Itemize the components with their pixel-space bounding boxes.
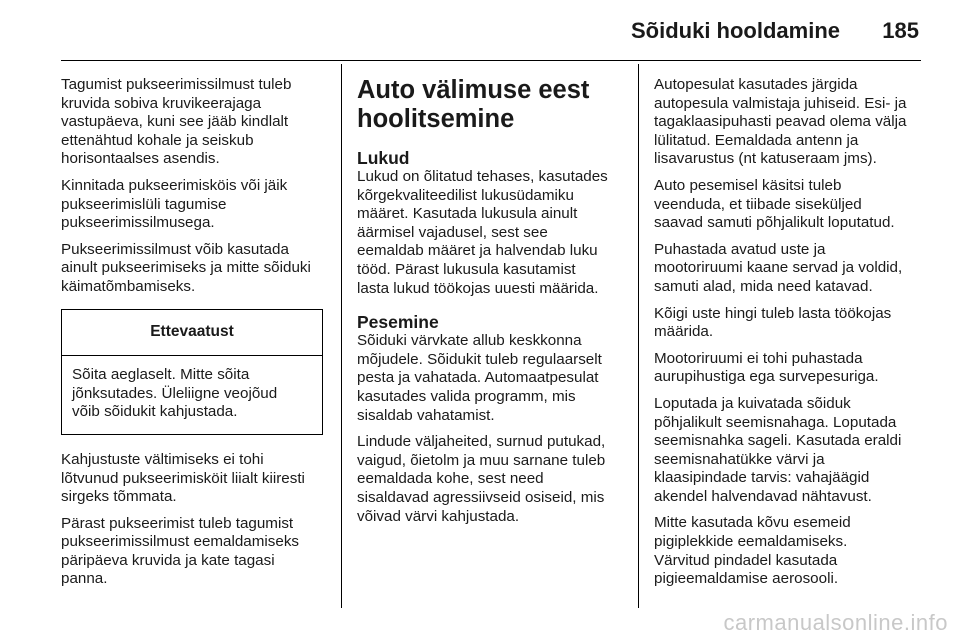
page-title: Sõiduki hooldamine bbox=[630, 18, 840, 43]
paragraph: Mitte kasutada kõvu esemeid pigiplekkide eemaldamiseks. Värvitud pindadel kasutada pigieemaldamise aerosooli. bbox=[654, 514, 851, 588]
paragraph: Kahjustuste vältimiseks ei tohi lõtvunud pukseerimisköit liialt kiiresti sirgeks tõmmata. bbox=[61, 450, 305, 506]
page-number: 185 bbox=[882, 18, 919, 43]
caution-box bbox=[61, 309, 323, 435]
column-1 bbox=[61, 76, 333, 597]
page-header bbox=[0, 0, 960, 60]
caution-body: Sõita aeglaselt. Mitte sõita jõnksutades. Üleliigne veojõud võib sõidukit kahjustada. bbox=[72, 366, 278, 421]
paragraph: Kõigi uste hingi tuleb lasta töökojas määrida. bbox=[654, 304, 892, 341]
subsection-title-pesemine: Pesemine bbox=[357, 312, 439, 333]
caution-title: Ettevaatust bbox=[62, 310, 322, 357]
subsection-title-lukud: Lukud bbox=[357, 148, 410, 168]
paragraph: Auto pesemisel käsitsi tuleb veenduda, et tiibade siseküljed saavad samuti põhjalikult loputatud. bbox=[654, 176, 895, 232]
header-divider bbox=[61, 60, 921, 61]
paragraph: Sõiduki värvkate allub keskkonna mõjudele. Sõidukit tuleb regulaarselt pesta ja vahatada. Automaatpesulat kasutades valida programm, mis sisaldab vahatamist. bbox=[357, 332, 602, 424]
paragraph: Mootoriruumi ei tohi puhastada aurupihustiga ega survepesuriga. bbox=[654, 349, 879, 386]
paragraph: Tagumist pukseerimissilmust tuleb kruvida sobiva kruvikeerajaga vastupäeva, kuni see jääb kindlalt ettenähtud kohale ja seiskub horisontaalses asendis. bbox=[61, 76, 292, 168]
section-heading: Auto välimuse eest hoolitsemine bbox=[357, 76, 590, 133]
paragraph: Autopesulat kasutades järgida autopesula valmistaja juhiseid. Esi- ja tagaklaasipuhasti peavad olema välja lülitatud. Eemaldada antenn ja lisavarustus (nt katuseraam jms). bbox=[654, 76, 907, 168]
paragraph: Lindude väljaheited, surnud putukad, vaigud, õietolm ja muu sarnane tuleb eemaldada kohe, sest need sisaldavad agressiivseid osiseid, mis võivad värvi kahjustada. bbox=[357, 433, 606, 525]
paragraph: Loputada ja kuivatada sõiduk põhjalikult seemisnahaga. Loputada seemisnahka sageli. Kasutada eraldi seemisnahatükke värvi ja klaasipindade tarvis: vahajäägid akendel halvendavad nähtavust. bbox=[654, 394, 902, 505]
paragraph: Puhastada avatud uste ja mootoriruumi kaane servad ja voldid, samuti alad, mida need katavad. bbox=[654, 240, 903, 295]
column-divider-2 bbox=[638, 64, 639, 608]
column-2 bbox=[357, 76, 629, 534]
paragraph: Kinnitada pukseerimisköis või jäik pukseerimislüli tagumise pukseerimissilmusega. bbox=[61, 176, 288, 232]
paragraph: Lukud on õlitatud tehases, kasutades kõrgekvaliteedilist lukusüdamiku määret. Kasutada lukusula ainult äärmisel vajadusel, sest see eemaldab määret ja halvendab luku tööd. Pärast lukusula kasutamist lasta lukud töökojas uuesti määrida. bbox=[357, 168, 608, 297]
paragraph: Pärast pukseerimist tuleb tagumist pukseerimissilmust eemaldamiseks päripäeva kruvida ja kate tagasi panna. bbox=[61, 514, 300, 588]
paragraph: Pukseerimissilmust võib kasutada ainult pukseerimiseks ja mitte sõiduki käimatõmbamiseks. bbox=[61, 240, 311, 295]
watermark: carmanualsonline.info bbox=[723, 610, 948, 635]
column-divider-1 bbox=[341, 64, 342, 608]
column-3 bbox=[654, 76, 926, 597]
